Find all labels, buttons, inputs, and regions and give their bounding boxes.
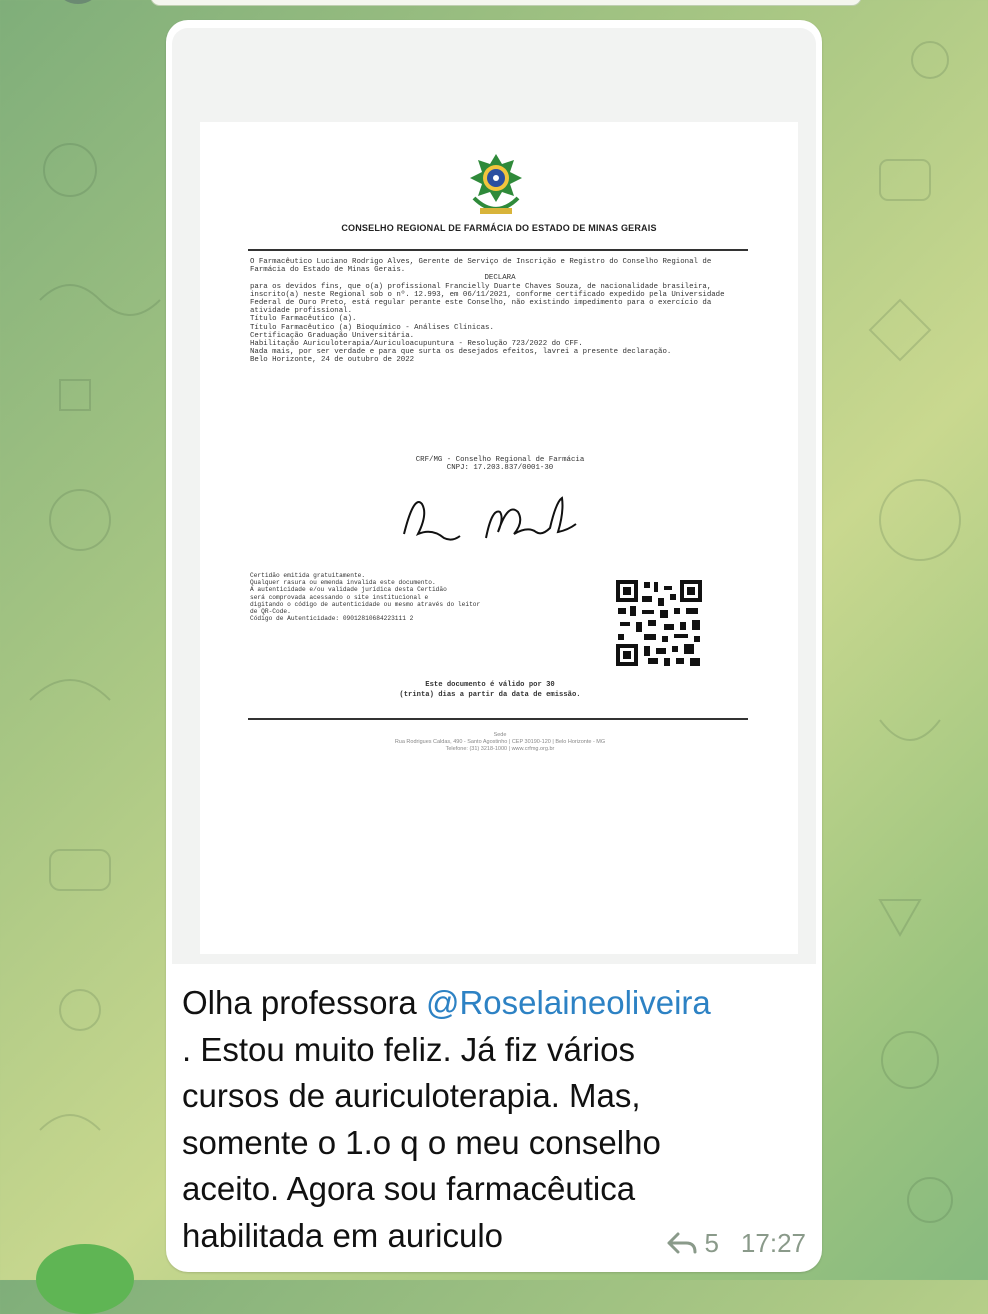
handwritten-signature [396, 490, 596, 556]
stamp-line-2: CNPJ: 17.203.837/0001-30 [446, 464, 554, 473]
message-line-3: cursos de auriculoterapia. Mas, [182, 1077, 641, 1114]
certificate-declares: DECLARA [484, 274, 516, 283]
reply-arrow-icon [666, 1231, 698, 1255]
certificate-intro: O Farmacêutico Luciano Rodrigo Alves, Gerente de Serviço de Inscrição e Registro do Conselho Regional de Farmácia do Estado de Minas Gerais. [250, 258, 712, 275]
certificate-page [200, 122, 798, 954]
footer-divider [248, 718, 748, 720]
note-line: Certidão emitida gratuitamente. [250, 572, 366, 579]
footer-address: Rua Rodrigues Caldas, 490 - Santo Agostinho | CEP 30190-120 | Belo Horizonte - MG [394, 739, 606, 745]
previous-message-edge [150, 0, 862, 6]
note-line: digitando o código de autenticidade ou mesmo através do leitor [250, 600, 481, 608]
certificate-habilitation: Habilitação Auriculoterapia/Auriculoacupuntura - Resolução 723/2022 do CFF. [250, 340, 583, 349]
footer-contact: Telefone: (31) 3218-1000 | www.crfmg.org.br [445, 746, 555, 752]
message-line-5: aceito. Agora sou farmacêutica [182, 1170, 636, 1207]
avatar [58, 0, 98, 4]
next-message-avatar[interactable] [36, 1244, 134, 1314]
message-line-2: . Estou muito feliz. Já fiz vários [182, 1030, 635, 1068]
qr-code-icon [614, 578, 704, 668]
header-divider [248, 249, 748, 251]
brazil-coat-of-arms-icon [468, 152, 524, 220]
certificate-title-2: Título Farmacêutico (a) Bioquímico - Análises Clínicas. [250, 323, 494, 332]
note-line: será comprovada acessando o site institucional e [250, 593, 429, 601]
certificate-main-text: para os devidos fins, que o(a) profissional Francielly Duarte Chaves Souza, de nacionalidade brasileira, inscrito(a) neste Regional sob o nº. 12.993, em 06/11/2021, conforme certificado expedido pela Universidade Federal de Ouro Preto, está regular perante este Conselho, não existindo impedimento para o exercício da atividade profissional. [250, 282, 725, 316]
message-prefix: Olha professora [182, 984, 426, 1021]
top-input-strip [0, 0, 988, 6]
reply-count: 5 [704, 1227, 719, 1258]
certificate-body [250, 258, 750, 365]
message-line-4: somente o 1.o q o meu conselho [182, 1123, 661, 1161]
validity-notice [320, 680, 660, 700]
note-line: de QR-Code. [250, 608, 291, 616]
message-line-1 [182, 980, 812, 1027]
certificate-closing: Nada mais, por ser verdade e para que surta os desejados efeitos, lavrei a presente declaração. [250, 348, 672, 357]
message-line-6: habilitada em auriculo [182, 1216, 504, 1254]
validity-line-1: Este documento é válido por 30 [425, 681, 555, 689]
certificate-certification: Certificação Graduação Universitária. [250, 331, 415, 340]
message-bubble[interactable] [166, 20, 822, 1272]
authenticity-notes [250, 572, 600, 622]
note-line: A autenticidade e/ou validade jurídica desta Certidão [250, 586, 447, 594]
stamp-line-1: CRF/MG - Conselho Regional de Farmácia [415, 456, 585, 464]
certificate-title-1: Título Farmacêutico (a). [250, 315, 357, 324]
attached-image[interactable] [172, 28, 816, 964]
message-text [182, 980, 812, 1259]
message-meta [666, 1226, 806, 1260]
message-time: 17:27 [740, 1227, 806, 1258]
user-mention-link[interactable]: @Roselaineoliveira [425, 984, 711, 1021]
issuer-stamp [370, 456, 630, 472]
note-line: Qualquer rasura ou emenda invalida este documento. [250, 579, 436, 587]
footer-line: Sede [493, 732, 507, 738]
certificate-date: Belo Horizonte, 24 de outubro de 2022 [250, 356, 415, 365]
replies-button[interactable] [666, 1228, 718, 1259]
validity-line-2: (trinta) dias a partir da data de emissão. [399, 691, 581, 699]
certificate-footer [300, 732, 700, 753]
certificate-heading: CONSELHO REGIONAL DE FARMÁCIA DO ESTADO DE MINAS GERAIS [341, 223, 657, 233]
authenticity-code: Código de Autenticidade: 09012810684223111 2 [250, 615, 414, 623]
